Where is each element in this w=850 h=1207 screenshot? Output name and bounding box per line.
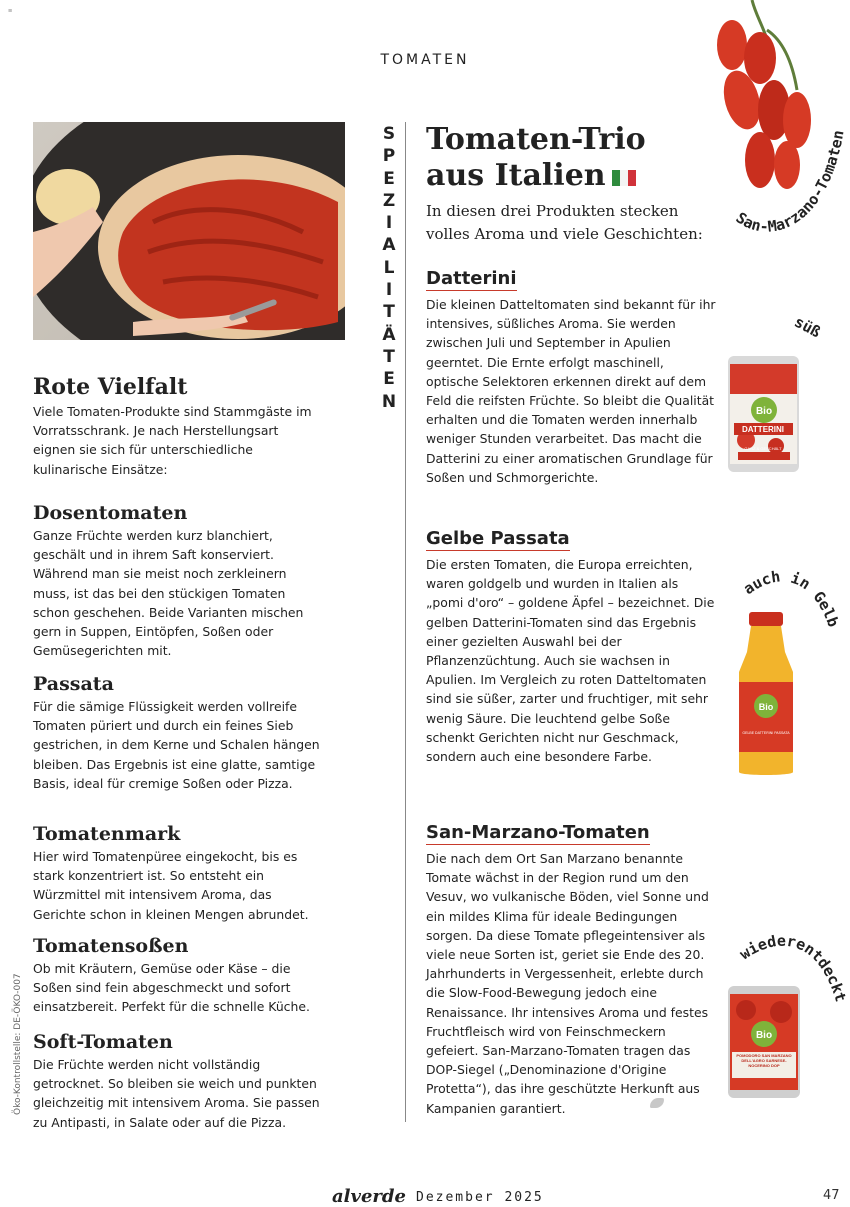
- section-title: Gelbe Passata: [426, 528, 570, 549]
- intro-block: [33, 374, 323, 479]
- section-tomatenmark: [33, 823, 323, 924]
- section-title: Passata: [33, 673, 114, 695]
- section-text: Ganze Früchte werden kurz blanchiert, geschält und in ihrem Saft konserviert. Während man sie meist noch zerkleinern muss, ist das bei den stückigen Tomaten schon geschehen. Beide Varianten mischen gern in Suppen, Eintöpfen, Soßen oder Gemüsegerichten mit.: [33, 528, 304, 659]
- letter: E: [383, 168, 395, 189]
- section-text: Die ersten Tomaten, die Europa erreichten, waren goldgelb und wurden in Italien als „pomi d'oro“ – goldene Äpfel – bezeichnet. Die gelben Datterini-Tomaten sind das Ergebnis einer gezielten Auswahl bei der Pflanzenzüchtung. Auch sie wachsen in Apulien. Im Vergleich zu roten Datteltomaten sind sie süßer, zarter und fruchtiger, mit sehr wenig Säure. Die leuchtend gelbe Soße schenkt Gerichten nicht nur Geschmack, sondern auch eine besondere Farbe.: [426, 557, 715, 765]
- svg-text:San-Marzano-Tomaten: [733, 129, 848, 236]
- oeko-kontrollstelle: Öko-Kontrollstelle: DE-ÖKO-007: [13, 973, 23, 1115]
- spezialitaeten-vertical-label: [378, 123, 400, 413]
- section-header: TOMATEN: [380, 52, 470, 68]
- letter: I: [385, 280, 393, 301]
- section-text: Die kleinen Datteltomaten sind bekannt für ihr intensives, süßliches Aroma. Sie werden zwischen Juli und September in Apulien geerntet. Die Ernte erfolgt maschinell, optische Selektoren erkennen direkt auf dem Feld die reifsten Früchte. So bleibt die Qualität erhalten und die Tomaten werden innerhalb weniger Stunden verarbeitet. Das macht die Datterini zu einer aromatischen Grundlage für Soßen und Schmorgerichte.: [426, 297, 716, 485]
- section-soft-tomaten: [33, 1031, 323, 1132]
- letter: Z: [382, 190, 396, 211]
- can-name-text: POMODORO SAN MARZANO DELL'AGRO SARNESE-NOCERINO DOP: [736, 1053, 792, 1068]
- suess-label: süß: [791, 312, 824, 342]
- section-san-marzano: [426, 822, 716, 1118]
- can-name-text: DATTERINI: [741, 425, 785, 434]
- section-title: San-Marzano-Tomaten: [426, 822, 650, 843]
- intro-title: Rote Vielfalt: [33, 374, 188, 400]
- can-sub-text: GANZ & GESCHÄLT: [744, 446, 782, 451]
- letter: E: [383, 369, 395, 390]
- section-passata: [33, 673, 323, 793]
- trio-intro-text: In diesen drei Produkten stecken volles Aroma und viele Geschichten:: [426, 202, 703, 243]
- section-title: Tomatensoßen: [33, 935, 189, 957]
- section-title: Tomatenmark: [33, 823, 181, 845]
- section-title: Soft-Tomaten: [33, 1031, 173, 1053]
- footer-date: Dezember 2025: [416, 1190, 544, 1205]
- section-tomatensossen: [33, 935, 323, 1017]
- san-marzano-label-text: San-Marzano-Tomaten: [732, 128, 848, 236]
- datterini-can-image: [726, 350, 801, 476]
- italy-flag-icon: [612, 159, 636, 195]
- section-text: Ob mit Kräutern, Gemüse oder Käse – die Soßen sind fein abgeschmeckt und sofort einsatzbereit. Perfekt für die schnelle Küche.: [33, 961, 310, 1015]
- trio-heading: [426, 122, 716, 195]
- section-gelbe-passata: [426, 528, 716, 766]
- section-title: Dosentomaten: [33, 502, 188, 524]
- san-marzano-can-image: [726, 982, 802, 1102]
- wiederentdeckt-label-text: wiederentdeckt: [738, 931, 850, 1004]
- section-datterini: [426, 268, 716, 487]
- trio-title-text: aus Italien: [426, 158, 606, 193]
- san-marzano-label: [725, 115, 850, 260]
- pizza-photo: [33, 122, 345, 340]
- letter: T: [383, 302, 395, 323]
- column-divider: [405, 122, 406, 1122]
- letter: S: [382, 124, 396, 144]
- corner-mark: ≡: [8, 8, 13, 15]
- section-text: Die Früchte werden nicht vollständig getrocknet. So bleiben sie weich und punkten gleichzeitig mit intensivem Aroma. Sie passen zu Antipasti, in Salate oder auf die Pizza.: [33, 1057, 320, 1130]
- gelbe-passata-jar-image: [735, 612, 797, 778]
- letter: L: [383, 257, 395, 278]
- intro-text: Viele Tomaten-Produkte sind Stammgäste im Vorratsschrank. Je nach Herstellungsart eignen sie sich für unterschiedliche kulinarische Einsätze:: [33, 404, 312, 477]
- letter: Ä: [382, 324, 396, 345]
- section-title: Datterini: [426, 268, 517, 289]
- page-number: 47: [823, 1188, 840, 1203]
- section-text: Hier wird Tomatenpüree eingekocht, bis es stark konzentriert ist. So entsteht ein Würzmittel mit intensivem Aroma, das Gerichte schon in kleinen Mengen abrundet.: [33, 849, 309, 922]
- auch-in-gelb-label-text: auch in Gelb: [740, 567, 843, 630]
- letter: A: [382, 235, 396, 256]
- letter: I: [385, 213, 393, 234]
- section-dosentomaten: [33, 502, 323, 660]
- letter: T: [383, 346, 395, 367]
- trio-intro: [426, 200, 716, 246]
- letter: P: [382, 146, 396, 167]
- jar-brand-text: Bio: [758, 702, 774, 712]
- can-brand-text: Bio: [755, 406, 773, 417]
- trio-title-line1: Tomaten-Trio: [426, 122, 646, 157]
- footer-brand: alverde: [332, 1186, 406, 1207]
- can-brand-text: Bio: [755, 1030, 773, 1041]
- jar-name-text: GELBE DATTERINI PASSATA: [742, 731, 790, 735]
- trio-title-line2: [426, 158, 716, 195]
- section-text: Für die sämige Flüssigkeit werden vollreife Tomaten püriert und durch ein feines Sieb gestrichen, in dem Kerne und Schalen hängen bleiben. Das Ergebnis ist eine glatte, samtige Basis, ideal für cremige Soßen oder Pizza.: [33, 699, 320, 791]
- section-text: Die nach dem Ort San Marzano benannte Tomate wächst in der Region rund um den Vesuv, wo vulkanische Böden, viel Sonne und ein mildes Klima für ideale Bedingungen sorgen. Da diese Tomate pflegeintensiver als viele neue Sorten ist, geriet sie Ende des 20. Jahrhunderts in Vergessenheit, erlebte durch die Slow-Food-Bewegung jedoch eine Renaissance. Ihr intensives Aroma und festes Fruchtfleisch wird von Feinschmeckern gefeiert. San-Marzano-Tomaten tragen das DOP-Siegel („Denominazione d'Origine Protetta“), das ihre geschützte Herkunft aus Kampanien garantiert.: [426, 851, 709, 1116]
- letter: N: [381, 391, 397, 412]
